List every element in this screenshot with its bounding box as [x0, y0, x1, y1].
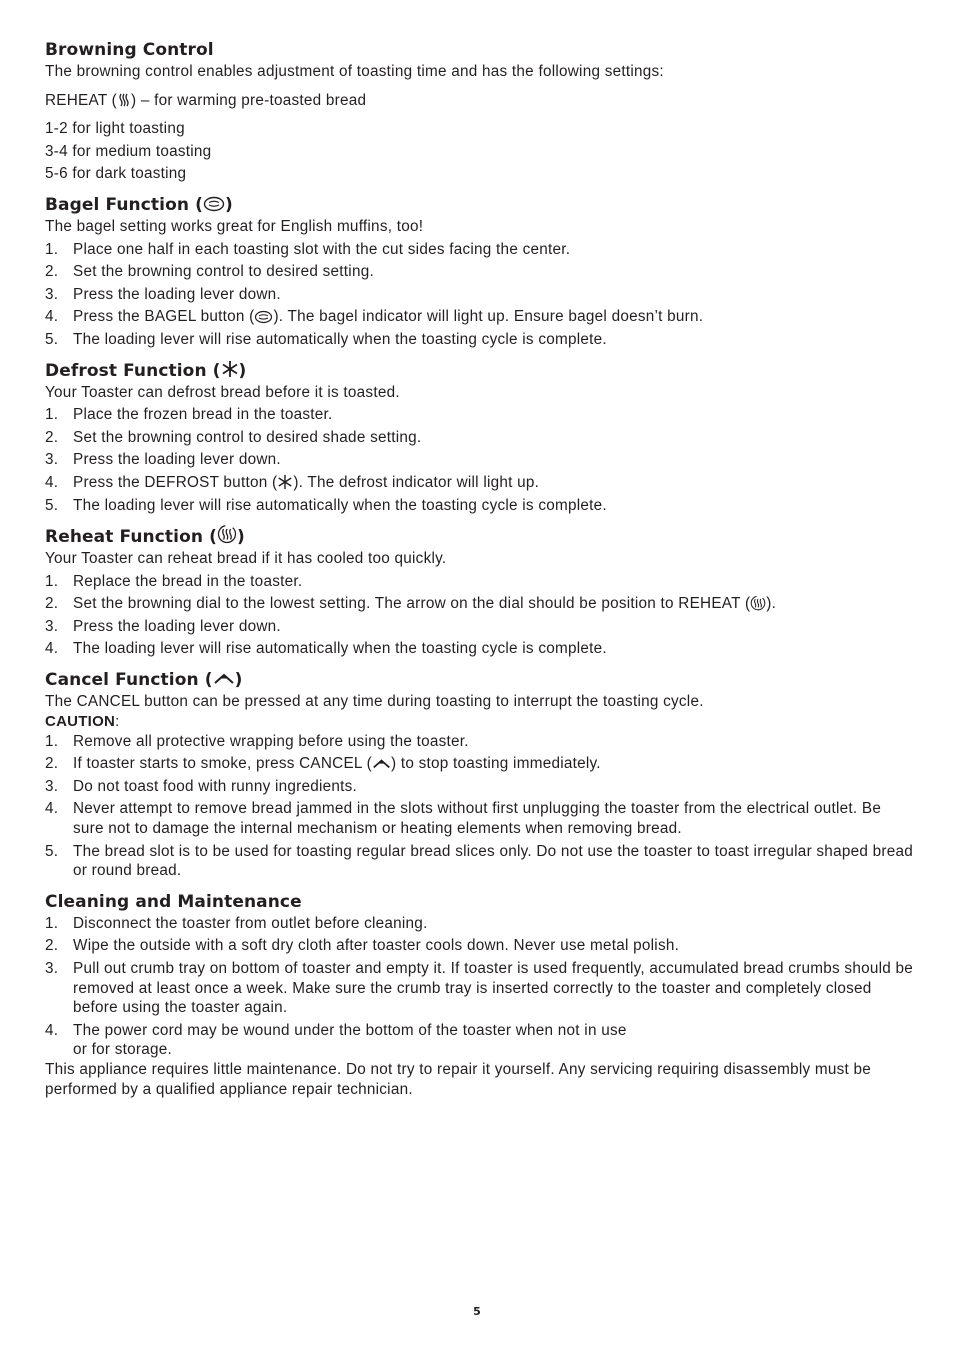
list-item: 1. Disconnect the toaster from outlet before cleaning.: [45, 914, 428, 932]
browning-control-heading: Browning Control: [45, 40, 214, 60]
list-item: 4. Never attempt to remove bread jammed in the slots without first unplugging the toaster from the electrical outlet. Be sure not to damage the internal mechanism or heating elements when removing bread.: [45, 800, 882, 838]
browning-control-section: [45, 38, 915, 184]
cancel-icon: [372, 757, 391, 771]
bagel-icon: [254, 310, 273, 324]
list-item: 2. Set the browning dial to the lowest setting. The arrow on the dial should be position to REHEAT ( ).: [45, 595, 777, 613]
list-item: 3. Do not toast food with runny ingredients.: [45, 777, 358, 795]
page-number: 5: [473, 1305, 481, 1318]
list-item: 4. Press the BAGEL button ( ). The bagel indicator will light up. Ensure bagel doesn’t burn.: [45, 308, 704, 326]
setting-dark: 5-6 for dark toasting: [45, 165, 187, 183]
cancel-intro: The CANCEL button can be pressed at any time during toasting to interrupt the toasting cycle.: [45, 693, 704, 711]
reheat-setting: REHEAT ( ) – for warming pre-toasted bread: [45, 91, 367, 109]
defrost-function-heading: Defrost Function ( ): [45, 360, 247, 381]
defrost-function-section: [45, 359, 915, 516]
list-item: 2. Set the browning control to desired shade setting.: [45, 428, 422, 446]
reheat-steps: [45, 572, 915, 659]
list-item: 2. Set the browning control to desired setting.: [45, 263, 374, 281]
setting-medium: 3-4 for medium toasting: [45, 142, 212, 160]
defrost-icon: [277, 474, 293, 490]
browning-intro: The browning control enables adjustment of toasting time and has the following settings:: [45, 63, 664, 80]
cancel-icon: [213, 671, 235, 687]
list-item: 5. The loading lever will rise automatically when the toasting cycle is complete.: [45, 496, 607, 514]
bagel-intro: The bagel setting works great for English muffins, too!: [45, 217, 424, 235]
bagel-function-heading: Bagel Function ( ): [45, 194, 233, 215]
list-item: 4. The power cord may be wound under the bottom of the toaster when not in use or for storage.: [45, 1021, 627, 1059]
cleaning-steps: [45, 914, 915, 1060]
cancel-function-heading: Cancel Function ( ): [45, 670, 243, 691]
list-item: 1. Place one half in each toasting slot with the cut sides facing the center.: [45, 240, 571, 258]
list-item: 5. The loading lever will rise automatically when the toasting cycle is complete.: [45, 330, 607, 348]
defrost-intro: Your Toaster can defrost bread before it is toasted.: [45, 383, 400, 401]
bagel-steps: [45, 240, 915, 350]
bagel-icon: [203, 196, 225, 212]
list-item: 3. Pull out crumb tray on bottom of toaster and empty it. If toaster is used frequently, accumulated bread crumbs should be removed at least once a week. Make sure the crumb tray is inserted correctly to the toaster and completely closed before using the toaster again.: [45, 960, 914, 1017]
reheat-icon: [750, 595, 766, 611]
bagel-function-section: [45, 193, 915, 350]
list-item: 2. Wipe the outside with a soft dry cloth after toaster cools down. Never use metal polish.: [45, 937, 680, 955]
list-item: 1. Remove all protective wrapping before using the toaster.: [45, 732, 469, 750]
caution-steps: [45, 732, 915, 881]
maintenance-note: This appliance requires little maintenance. Do not try to repair it yourself. Any servicing requiring disassembly must be performed by a qualified appliance repair technician.: [45, 1060, 872, 1098]
defrost-steps: [45, 405, 915, 515]
reheat-function-section: [45, 524, 915, 659]
list-item: 1. Place the frozen bread in the toaster.: [45, 406, 333, 424]
caution-label: CAUTION:: [45, 712, 120, 730]
list-item: 4. Press the DEFROST button ( ). The defrost indicator will light up.: [45, 473, 540, 491]
list-item: 5. The bread slot is to be used for toasting regular bread slices only. Do not use the toaster to toast irregular shaped bread or round bread.: [45, 842, 913, 880]
cleaning-heading: Cleaning and Maintenance: [45, 891, 302, 912]
defrost-icon: [221, 360, 239, 378]
reheat-icon: [117, 92, 131, 108]
list-item: 3. Press the loading lever down.: [45, 617, 281, 635]
reheat-icon: [217, 524, 237, 544]
list-item: 3. Press the loading lever down.: [45, 451, 281, 469]
reheat-intro: Your Toaster can reheat bread if it has cooled too quickly.: [45, 550, 447, 568]
list-item: 3. Press the loading lever down.: [45, 285, 281, 303]
list-item: 4. The loading lever will rise automatically when the toasting cycle is complete.: [45, 640, 607, 658]
list-item: 2. If toaster starts to smoke, press CANCEL ( ) to stop toasting immediately.: [45, 755, 601, 773]
manual-page: [45, 38, 915, 1099]
reheat-function-heading: Reheat Function ( ): [45, 524, 915, 549]
list-item: 1. Replace the bread in the toaster.: [45, 572, 303, 590]
cancel-function-section: [45, 668, 915, 881]
cleaning-section: [45, 890, 915, 1099]
setting-light: 1-2 for light toasting: [45, 120, 185, 138]
